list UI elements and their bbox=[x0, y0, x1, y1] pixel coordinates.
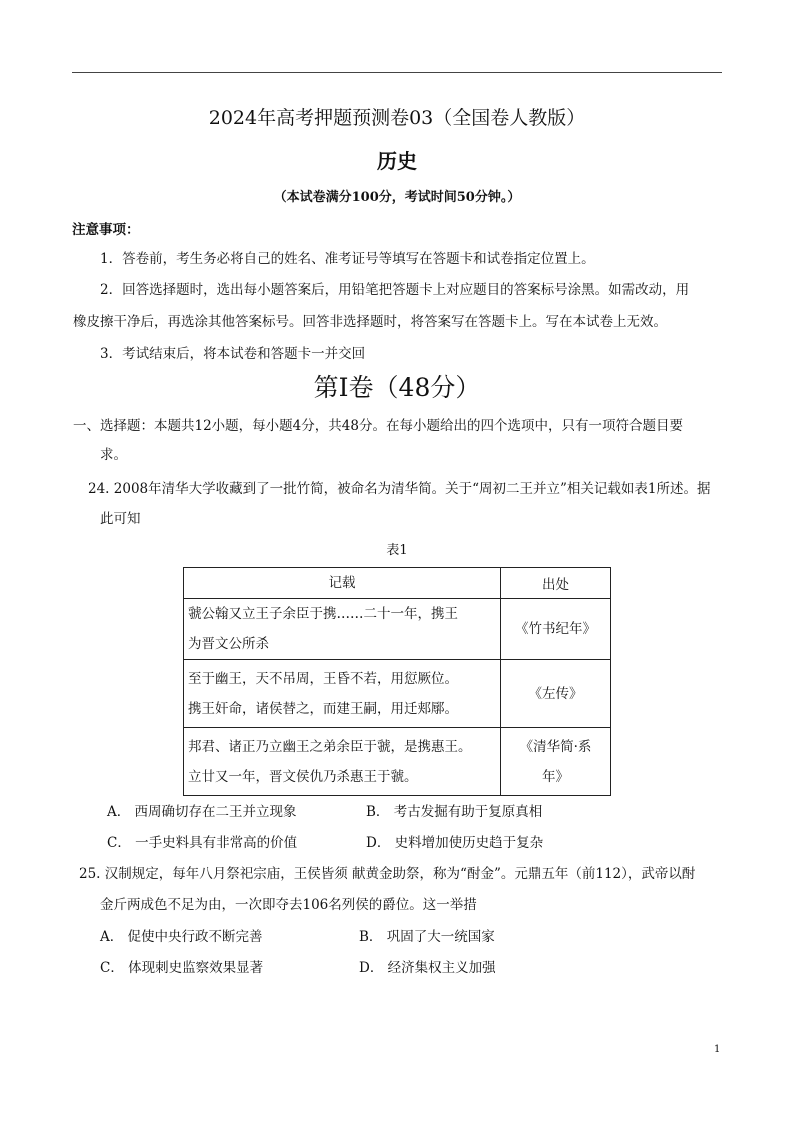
record-line: 携王奸命，诸侯替之，而建王嗣，用迁郏鄏。 bbox=[188, 700, 458, 717]
section-instruction: 一、选择题：本题共12小题，每小题4分，共48分。在每小题给出的四个选项中，只有一项符合题目要 bbox=[73, 418, 683, 434]
q24-option-d[interactable]: D． 史料增加使历史趋于复杂 bbox=[366, 835, 544, 851]
record-line: 虢公翰又立王子余臣于携……二十一年，携王 bbox=[188, 606, 458, 622]
table-header-record: 记载 bbox=[184, 568, 501, 599]
page-number: 1 bbox=[714, 1044, 721, 1055]
table-cell-source bbox=[501, 660, 611, 728]
source-line: 《竹书纪年》 bbox=[515, 621, 596, 637]
table-row bbox=[184, 599, 611, 660]
q25-stem-cont: 金斤两成色不足为由，一次即夺去106名列侯的爵位。这一举措 bbox=[100, 897, 477, 913]
table-row bbox=[184, 728, 611, 796]
q25-option-d[interactable]: D． 经济集权主义加强 bbox=[359, 960, 496, 976]
records-table bbox=[183, 567, 611, 796]
notice-item-3: 3．考试结束后，将本试卷和答题卡一并交回 bbox=[100, 346, 366, 362]
source-line: 《左传》 bbox=[528, 685, 583, 702]
q24-stem: 24. 2008年清华大学收藏到了一批竹简，被命名为清华简。关于“周初二王并立”相关记载如表1所述。据 bbox=[88, 481, 711, 497]
table-cell-record bbox=[184, 728, 501, 796]
record-line: 至于幽王，天不吊周，王昏不若，用愆厥位。 bbox=[188, 670, 458, 687]
table-cell-source bbox=[501, 599, 611, 660]
q24-option-b[interactable]: B． 考古发掘有助于复原真相 bbox=[366, 804, 543, 820]
source-line: 年》 bbox=[542, 768, 569, 785]
q24-stem-cont: 此可知 bbox=[100, 511, 141, 527]
q25-stem: 25. 汉制规定，每年八月祭祀宗庙，王侯皆须 献黄金助祭，称为“酎金”。元鼎五年（前112），武帝以酎 bbox=[79, 866, 696, 882]
record-line: 为晋文公所杀 bbox=[188, 636, 269, 652]
record-line: 立廿又一年，晋文侯仇乃杀惠王于虢。 bbox=[188, 768, 418, 785]
q25-option-a[interactable]: A． 促使中央行政不断完善 bbox=[100, 929, 263, 945]
exam-title: 2024年高考押题预测卷03（全国卷人教版） bbox=[208, 107, 586, 129]
table-header-row bbox=[184, 568, 611, 599]
table-row bbox=[184, 660, 611, 728]
table-header-source: 出处 bbox=[501, 568, 611, 599]
subject-title: 历史 bbox=[377, 149, 417, 173]
header-rule bbox=[72, 72, 722, 73]
notice-item-1: 1．答卷前，考生务必将自己的姓名、准考证号等填写在答题卡和试卷指定位置上。 bbox=[100, 251, 595, 267]
q25-option-b[interactable]: B． 巩固了大一统国家 bbox=[359, 929, 495, 945]
table-cell-source bbox=[501, 728, 611, 796]
notice-heading: 注意事项： bbox=[72, 222, 140, 238]
exam-note: （本试卷满分100分，考试时间50分钟。） bbox=[273, 190, 521, 205]
table-cell-record bbox=[184, 660, 501, 728]
q24-option-a[interactable]: A． 西周确切存在二王并立现象 bbox=[107, 804, 297, 820]
q24-option-c[interactable]: C． 一手史料具有非常高的价值 bbox=[107, 835, 298, 851]
notice-item-2: 2．回答选择题时，选出每小题答案后，用铅笔把答题卡上对应题目的答案标号涂黑。如需改动，用 bbox=[100, 282, 690, 298]
q25-option-c[interactable]: C． 体现刺史监察效果显著 bbox=[100, 960, 264, 976]
table-caption: 表1 bbox=[386, 543, 408, 558]
notice-item-2-cont: 橡皮擦干净后，再选涂其他答案标号。回答非选择题时，将答案写在答题卡上。写在本试卷上无效。 bbox=[73, 314, 667, 330]
section-instruction-cont: 求。 bbox=[100, 447, 127, 463]
source-line: 《清华简·系 bbox=[519, 738, 592, 755]
section-title: 第Ⅰ卷（48分） bbox=[313, 373, 481, 402]
table-cell-record bbox=[184, 599, 501, 660]
record-line: 邦君、诸正乃立幽王之弟余臣于虢，是携惠王。 bbox=[188, 738, 472, 755]
